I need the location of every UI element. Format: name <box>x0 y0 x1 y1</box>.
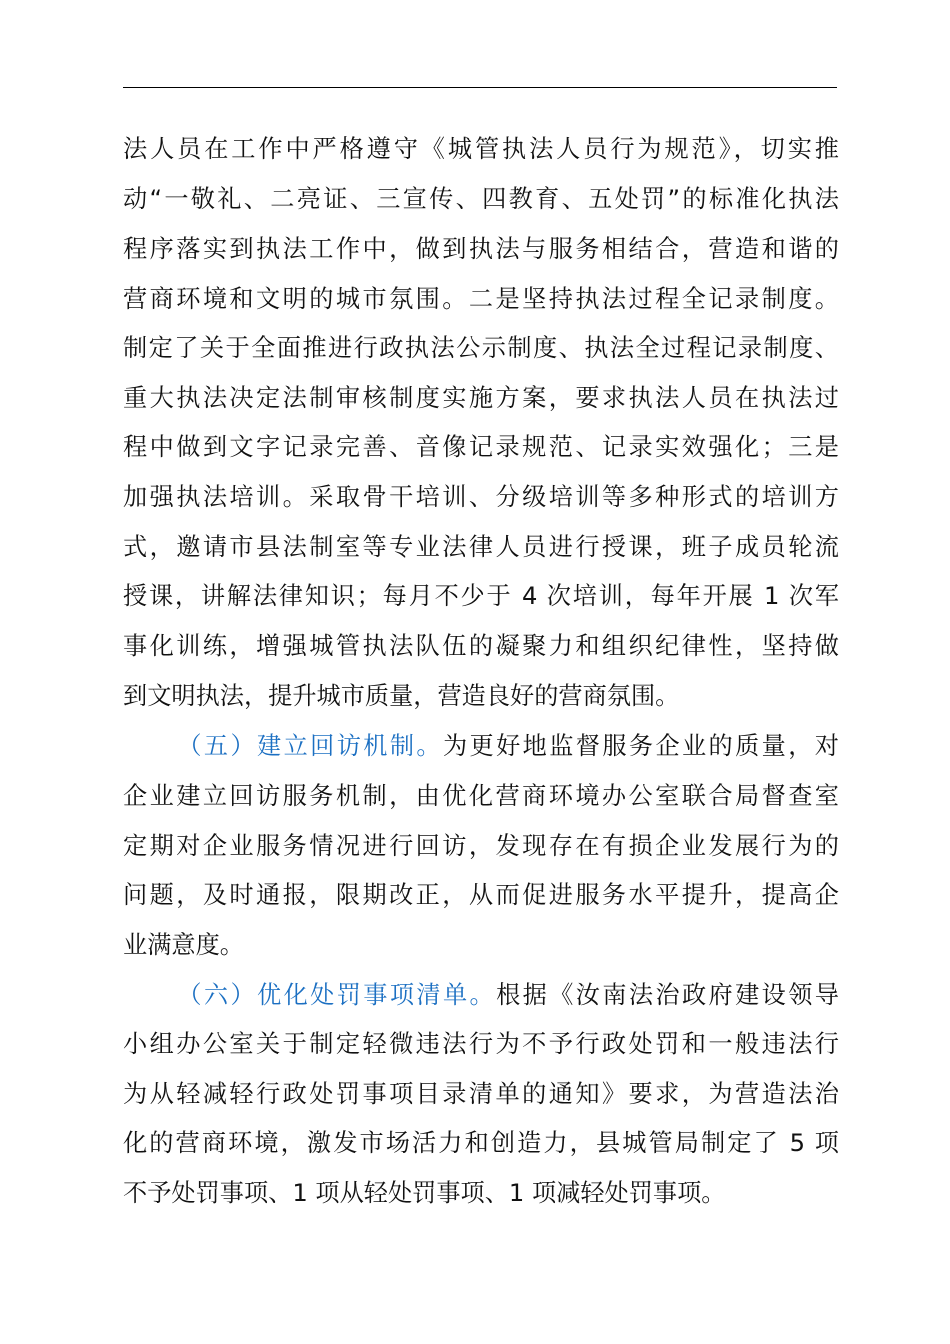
body-line: 程序落实到执法工作中，做到执法与服务相结合，营造和谐的 <box>123 235 839 263</box>
body-line: 企业建立回访服务机制，由优化营商环境办公室联合局督查室 <box>123 782 839 810</box>
body-line: 加强执法培训。采取骨干培训、分级培训等多种形式的培训方 <box>123 483 839 511</box>
section-6-lead: 根据《汝南法治政府建设领导 <box>496 981 839 1009</box>
section-6-first-line <box>123 976 839 1014</box>
body-line: 为从轻减轻行政处罚事项目录清单的通知》要求，为营造法治 <box>123 1080 839 1108</box>
body-line: 程中做到文字记录完善、音像记录规范、记录实效强化；三是 <box>123 433 839 461</box>
body-line: 式，邀请市县法制室等专业法律人员进行授课，班子成员轮流 <box>123 533 839 561</box>
body-line: 法人员在工作中严格遵守《城管执法人员行为规范》，切实推 <box>123 135 839 163</box>
section-5-lead: 为更好地监督服务企业的质量，对 <box>442 732 839 760</box>
body-line: 制定了关于全面推进行政执法公示制度、执法全过程记录制度、 <box>123 334 839 362</box>
body-line: 不予处罚事项、1 项从轻处罚事项、1 项减轻处罚事项。 <box>123 1179 726 1207</box>
body-line: 业满意度。 <box>123 931 244 959</box>
body-line: 化的营商环境，激发市场活力和创造力，县城管局制定了 5 项 <box>123 1129 839 1157</box>
body-line: 到文明执法，提升城市质量，营造良好的营商氛围。 <box>123 682 680 710</box>
body-line: 问题，及时通报，限期改正，从而促进服务水平提升，提高企 <box>123 881 839 909</box>
body-line: 定期对企业服务情况进行回访，发现存在有损企业发展行为的 <box>123 832 839 860</box>
body-line: 营商环境和文明的城市氛围。二是坚持执法过程全记录制度。 <box>123 285 839 313</box>
body-line: 事化训练，增强城管执法队伍的凝聚力和组织纪律性，坚持做 <box>123 632 839 660</box>
section-5-first-line <box>123 727 839 765</box>
body-line: 授课，讲解法律知识；每月不少于 4 次培训，每年开展 1 次军 <box>123 582 839 610</box>
section-6-heading: （六）优化处罚事项清单。 <box>175 981 497 1009</box>
header-rule <box>123 87 837 88</box>
body-line: 小组办公室关于制定轻微违法行为不予行政处罚和一般违法行 <box>123 1030 839 1058</box>
body-line: 动“一敬礼、二亮证、三宣传、四教育、五处罚”的标准化执法 <box>123 185 839 213</box>
section-5-heading: （五）建立回访机制。 <box>175 732 443 760</box>
body-line: 重大执法决定法制审核制度实施方案，要求执法人员在执法过 <box>123 384 839 412</box>
